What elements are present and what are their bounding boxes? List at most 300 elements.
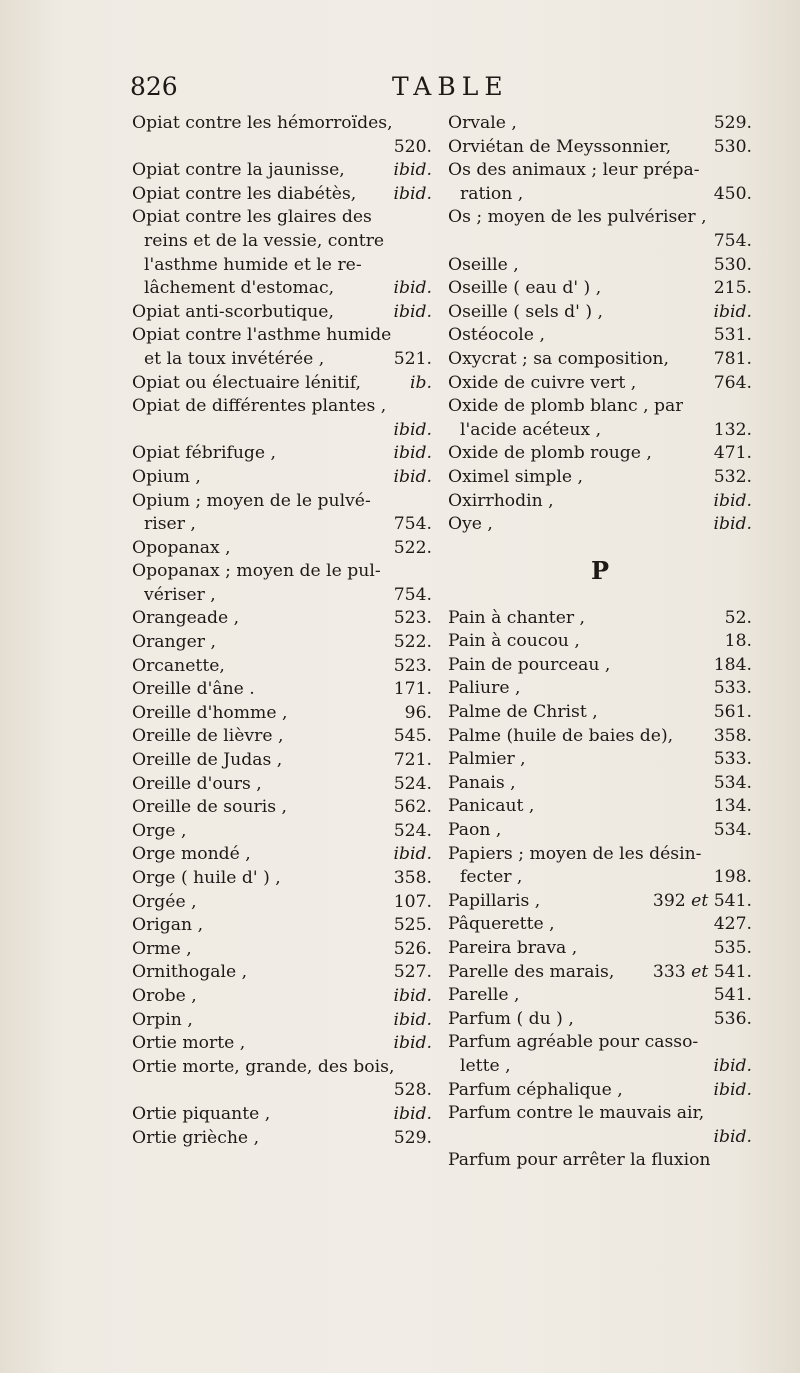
entry-text: Oxirrhodin , [448, 490, 554, 511]
entry-text: Orviétan de Meyssonnier, [448, 136, 672, 157]
page-reference: 96. [404, 702, 432, 723]
entry-text: Ortie morte, grande, des bois, [132, 1056, 395, 1077]
index-entry [448, 159, 752, 206]
entry-text: Orge , [132, 820, 187, 841]
entry-line [448, 1126, 752, 1150]
page-reference: 526. [393, 938, 432, 959]
page-reference: ib. [410, 372, 432, 393]
entry-line [132, 678, 432, 702]
page-reference: 541. [713, 985, 752, 1006]
entry-line [448, 466, 752, 490]
index-entry [132, 938, 432, 962]
index-column-right [448, 112, 752, 1173]
entry-line [448, 654, 752, 678]
entry-text: Panais , [448, 772, 516, 793]
entry-text: Oreille de Judas , [132, 750, 283, 771]
page-reference: ibid. [393, 419, 432, 440]
index-entry [448, 725, 752, 749]
entry-line [448, 301, 752, 325]
entry-line [448, 725, 752, 749]
entry-line [132, 725, 432, 749]
entry-text: Opium , [132, 466, 201, 487]
page-reference: 562. [393, 797, 432, 818]
page-reference: 529. [713, 113, 752, 133]
entry-text: Orcanette, [132, 655, 225, 676]
index-entry [448, 348, 752, 372]
entry-line [448, 324, 752, 348]
index-entry [448, 843, 752, 890]
index-entry [448, 442, 752, 466]
entry-text: et la toux invétérée , [144, 348, 325, 369]
entry-text: Parfum pour arrêter la fluxion [448, 1150, 711, 1171]
index-entry [448, 254, 752, 278]
index-section-o-continued [448, 112, 752, 537]
entry-text: Oxide de cuivre vert , [448, 372, 637, 393]
entry-text-line [448, 206, 752, 230]
index-entry [132, 961, 432, 985]
entry-text: Orme , [132, 938, 192, 959]
page-reference: 532. [713, 466, 752, 487]
entry-text: reins et de la vessie, contre [144, 230, 385, 251]
entry-text: Opiat contre les glaires des [132, 207, 372, 228]
index-entry [448, 795, 752, 819]
page-reference: 561. [713, 702, 752, 723]
entry-text: Opiat anti-scorbutique, [132, 301, 334, 322]
page-reference: ibid. [393, 985, 432, 1006]
entry-text: Opium ; moyen de le pulvé- [132, 490, 371, 511]
entry-text-line [132, 560, 432, 584]
page-reference: 134. [713, 796, 752, 817]
page-reference: 534. [713, 820, 752, 841]
index-entry [132, 985, 432, 1009]
entry-text: Palme (huile de baies de), [448, 725, 674, 746]
entry-text: Pain à coucou , [448, 631, 580, 652]
entry-line [448, 701, 752, 725]
page-reference: 171. [393, 679, 432, 700]
index-entry [448, 890, 752, 914]
page-reference: 531. [713, 325, 752, 346]
entry-text: Opiat ou électuaire lénitif, [132, 372, 361, 393]
page-reference: 536. [713, 1008, 752, 1029]
page-reference: 333 et 541. [652, 961, 752, 982]
entry-line [132, 749, 432, 773]
index-entry [132, 537, 432, 561]
entry-line [448, 1055, 752, 1079]
entry-text: l'acide acéteux , [460, 419, 602, 440]
entry-text: Pareira brava , [448, 938, 578, 958]
entry-text: Ornithogale , [132, 962, 248, 983]
index-entry [132, 843, 432, 867]
section-letter: P [590, 555, 610, 585]
entry-line [132, 277, 432, 301]
index-entry [448, 607, 752, 631]
entry-line [132, 702, 432, 726]
entry-line [132, 136, 432, 160]
entry-text: Opiat de différentes plantes , [132, 396, 387, 417]
index-entry [132, 678, 432, 702]
entry-text: Ortie piquante , [132, 1103, 271, 1124]
entry-line [448, 607, 752, 631]
entry-text: Opiat fébrifuge , [132, 443, 276, 464]
page-reference: 523. [393, 655, 432, 676]
index-entry [132, 867, 432, 891]
running-title: TABLE [392, 72, 509, 101]
index-entry [448, 1031, 752, 1078]
page-reference: 522. [393, 632, 432, 653]
entry-line [448, 372, 752, 396]
page-reference: 533. [713, 749, 752, 770]
entry-line [448, 112, 752, 136]
entry-line [448, 230, 752, 254]
entry-line [132, 537, 432, 561]
page-reference: ibid. [713, 1055, 752, 1076]
entry-text: Palmier , [448, 749, 526, 770]
entry-text: Ostéocole , [448, 325, 545, 346]
page-reference: 358. [713, 725, 752, 746]
page-reference: 524. [393, 773, 432, 794]
page-reference: ibid. [713, 1126, 752, 1147]
entry-text: riser , [144, 514, 196, 535]
index-entry [132, 206, 432, 300]
entry-line [448, 937, 752, 961]
entry-line [132, 1079, 432, 1103]
page-reference: 545. [393, 726, 432, 747]
entry-text-line [132, 395, 432, 419]
index-entry [132, 112, 432, 159]
page-reference: ibid. [393, 160, 432, 181]
page-number: 826 [130, 72, 178, 101]
entry-text-line [132, 1056, 432, 1080]
entry-text-line [132, 254, 432, 278]
entry-text: Palme de Christ , [448, 702, 598, 723]
entry-text: l'asthme humide et le re- [144, 254, 362, 275]
page-reference: 533. [713, 678, 752, 699]
index-entry [448, 1008, 752, 1032]
page-reference: ibid. [713, 301, 752, 322]
page-reference: 52. [724, 607, 752, 628]
entry-line [132, 1103, 432, 1127]
index-entry [132, 1032, 432, 1056]
entry-line [448, 772, 752, 796]
entry-line [132, 159, 432, 183]
entry-text: fecter , [460, 867, 523, 888]
entry-text: Papillaris , [448, 890, 541, 911]
entry-text: Parfum agréable pour casso- [448, 1032, 699, 1053]
entry-text: lette , [460, 1055, 511, 1076]
entry-text-line [132, 230, 432, 254]
page-reference: ibid. [393, 183, 432, 204]
entry-text: Pain à chanter , [448, 607, 586, 628]
entry-line [132, 631, 432, 655]
index-entry [132, 324, 432, 371]
entry-line [132, 655, 432, 679]
index-entry [132, 702, 432, 726]
page-reference: 132. [713, 419, 752, 440]
index-entry [132, 1127, 432, 1151]
entry-text: Oxide de plomb rouge , [448, 443, 652, 464]
entry-text: vériser , [144, 584, 216, 605]
index-entry [132, 914, 432, 938]
entry-text-line [448, 1149, 752, 1173]
index-entry [448, 490, 752, 514]
page-reference: 520. [393, 136, 432, 157]
page-reference: 215. [713, 278, 752, 299]
entry-text: Opiat contre les diabétès, [132, 183, 357, 204]
entry-text: Parfum ( du ) , [448, 1008, 574, 1029]
index-entry [448, 206, 752, 253]
entry-text: Pain de pourceau , [448, 654, 611, 675]
page-reference: 781. [713, 348, 752, 369]
entry-line [132, 419, 432, 443]
page-reference: ibid. [393, 466, 432, 487]
page-reference: 528. [393, 1080, 432, 1101]
entry-line [132, 938, 432, 962]
index-section-p [448, 607, 752, 1173]
page-reference: 18. [724, 631, 752, 652]
entry-text: Opiat contre les hémorroïdes, [132, 113, 393, 133]
entry-text: Panicaut , [448, 796, 535, 817]
index-entry [448, 677, 752, 701]
entry-line [448, 748, 752, 772]
entry-text: Oye , [448, 514, 493, 535]
entry-line [448, 277, 752, 301]
entry-line [132, 867, 432, 891]
entry-line [132, 773, 432, 797]
entry-line [132, 1032, 432, 1056]
entry-text: Oseille ( sels d' ) , [448, 301, 603, 322]
entry-text-line [132, 324, 432, 348]
entry-line [132, 961, 432, 985]
index-entry [132, 442, 432, 466]
entry-line [448, 961, 752, 985]
index-entry [132, 395, 432, 442]
index-entry [448, 819, 752, 843]
entry-text: Orvale , [448, 113, 517, 133]
index-entry [448, 961, 752, 985]
index-entry [132, 301, 432, 325]
entry-text: Oreille d'homme , [132, 702, 288, 723]
page-reference: ibid. [393, 301, 432, 322]
page-reference: ibid. [713, 514, 752, 535]
entry-line [132, 513, 432, 537]
index-entry [448, 630, 752, 654]
entry-line [132, 348, 432, 372]
page-reference: 530. [713, 254, 752, 275]
entry-text: Opiat contre l'asthme humide [132, 325, 392, 346]
index-entry [448, 112, 752, 136]
entry-text: lâchement d'estomac, [144, 278, 335, 299]
entry-text: Ortie grièche , [132, 1127, 260, 1148]
index-entry [132, 796, 432, 820]
index-entry [448, 466, 752, 490]
page-reference: 427. [713, 914, 752, 935]
entry-text: Ortie morte , [132, 1033, 246, 1054]
entry-text-line [132, 206, 432, 230]
entry-line [448, 419, 752, 443]
index-entry [132, 490, 432, 537]
entry-line [132, 183, 432, 207]
entry-line [132, 1127, 432, 1151]
entry-line [448, 348, 752, 372]
entry-text: Oreille d'ours , [132, 773, 262, 794]
index-entry [132, 1009, 432, 1033]
entry-line [132, 820, 432, 844]
entry-text: Os ; moyen de les pulvériser , [448, 207, 707, 228]
entry-text: Oreille d'âne . [132, 679, 255, 700]
index-entry [132, 773, 432, 797]
index-entry [448, 395, 752, 442]
entry-line [448, 819, 752, 843]
entry-text-line [132, 490, 432, 514]
entry-text: Oseille , [448, 254, 519, 275]
entry-text: Parfum céphalique , [448, 1079, 623, 1100]
page-reference: ibid. [713, 490, 752, 511]
page-reference: 754. [713, 230, 752, 251]
entry-line [132, 1009, 432, 1033]
page-reference: 527. [393, 962, 432, 983]
page-reference: 522. [393, 537, 432, 558]
page-reference: 525. [393, 915, 432, 936]
entry-text: Oseille ( eau d' ) , [448, 278, 602, 299]
entry-text: Parelle , [448, 985, 520, 1006]
entry-text-line [448, 1102, 752, 1126]
page-reference: ibid. [393, 1103, 432, 1124]
page-reference: 530. [713, 136, 752, 157]
entry-line [132, 843, 432, 867]
entry-text: Oxycrat ; sa composition, [448, 348, 669, 369]
index-entry [132, 749, 432, 773]
index-entry [448, 1102, 752, 1149]
index-entry [448, 1079, 752, 1103]
index-entry [448, 701, 752, 725]
page-reference: 754. [393, 584, 432, 605]
entry-text-line [448, 1031, 752, 1055]
page-reference: 524. [393, 820, 432, 841]
index-entry [132, 1103, 432, 1127]
entry-text: Orge mondé , [132, 844, 251, 865]
index-entry [132, 466, 432, 490]
page-reference: 535. [713, 938, 752, 958]
entry-text: Os des animaux ; leur prépa- [448, 160, 700, 181]
entry-text: Paon , [448, 820, 502, 841]
entry-line [132, 607, 432, 631]
page-reference: ibid. [393, 844, 432, 865]
entry-line [448, 866, 752, 890]
index-entry [448, 301, 752, 325]
index-entry [448, 136, 752, 160]
entry-text: Oxide de plomb blanc , par [448, 396, 684, 417]
entry-text: Paliure , [448, 678, 521, 699]
entry-line [448, 183, 752, 207]
entry-text: Pâquerette , [448, 914, 555, 935]
index-entry [448, 324, 752, 348]
entry-text: Oreille de souris , [132, 797, 287, 818]
entry-text: Oreille de lièvre , [132, 726, 284, 747]
entry-line [448, 254, 752, 278]
index-entry [448, 913, 752, 937]
page-reference: 523. [393, 608, 432, 629]
entry-text: Papiers ; moyen de les désin- [448, 843, 702, 864]
index-entry [448, 277, 752, 301]
index-entry [132, 725, 432, 749]
page-reference: 521. [393, 348, 432, 369]
entry-line [448, 442, 752, 466]
index-entry [132, 159, 432, 183]
entry-line [132, 985, 432, 1009]
page-reference: 721. [393, 750, 432, 771]
entry-line [448, 630, 752, 654]
index-entry [132, 1056, 432, 1103]
index-entry [448, 937, 752, 961]
page-reference: 471. [713, 443, 752, 464]
entry-text-line [448, 395, 752, 419]
page-reference: 358. [393, 868, 432, 888]
entry-line [132, 301, 432, 325]
index-entry [132, 655, 432, 679]
entry-line [448, 913, 752, 937]
entry-text: Orgée , [132, 891, 197, 912]
entry-line [448, 1079, 752, 1103]
entry-line [448, 490, 752, 514]
page-reference: ibid. [393, 1033, 432, 1054]
page-reference: 392 et 541. [652, 890, 752, 911]
entry-line [132, 584, 432, 608]
entry-text: Orpin , [132, 1009, 193, 1030]
entry-text: Parelle des marais, [448, 961, 615, 982]
page-reference: 450. [713, 183, 752, 204]
page-reference: 754. [393, 514, 432, 535]
entry-text: ration , [460, 183, 524, 204]
entry-text: Origan , [132, 915, 204, 936]
index-entry [132, 607, 432, 631]
entry-line [448, 795, 752, 819]
index-entry [448, 372, 752, 396]
index-entry [132, 820, 432, 844]
page-reference: ibid. [393, 278, 432, 299]
entry-text: Oximel simple , [448, 466, 583, 487]
page-reference: ibid. [713, 1079, 752, 1100]
entry-text-line [132, 112, 432, 136]
index-entry [448, 654, 752, 678]
page-reference: ibid. [393, 443, 432, 464]
entry-text: Opiat contre la jaunisse, [132, 160, 345, 181]
entry-text: Orobe , [132, 985, 197, 1006]
index-entry [132, 631, 432, 655]
entry-line [132, 466, 432, 490]
index-entry [132, 891, 432, 915]
page-reference: 764. [713, 372, 752, 393]
page-header [130, 72, 750, 108]
entry-text: Opopanax ; moyen de le pul- [132, 561, 381, 582]
entry-line [132, 796, 432, 820]
entry-text: Orge ( huile d' ) , [132, 868, 281, 888]
entry-text-line [448, 843, 752, 867]
entry-line [132, 372, 432, 396]
page-reference: 184. [713, 654, 752, 675]
page-reference: ibid. [393, 1009, 432, 1030]
page-reference: 529. [393, 1127, 432, 1148]
index-entry [132, 183, 432, 207]
index-entry [448, 1149, 752, 1173]
entry-line [132, 914, 432, 938]
entry-line [448, 984, 752, 1008]
page-reference: 107. [393, 891, 432, 912]
index-column-left [132, 112, 432, 1150]
entry-text: Orangeade , [132, 608, 240, 629]
index-entry [132, 372, 432, 396]
entry-line [448, 890, 752, 914]
entry-text-line [448, 159, 752, 183]
